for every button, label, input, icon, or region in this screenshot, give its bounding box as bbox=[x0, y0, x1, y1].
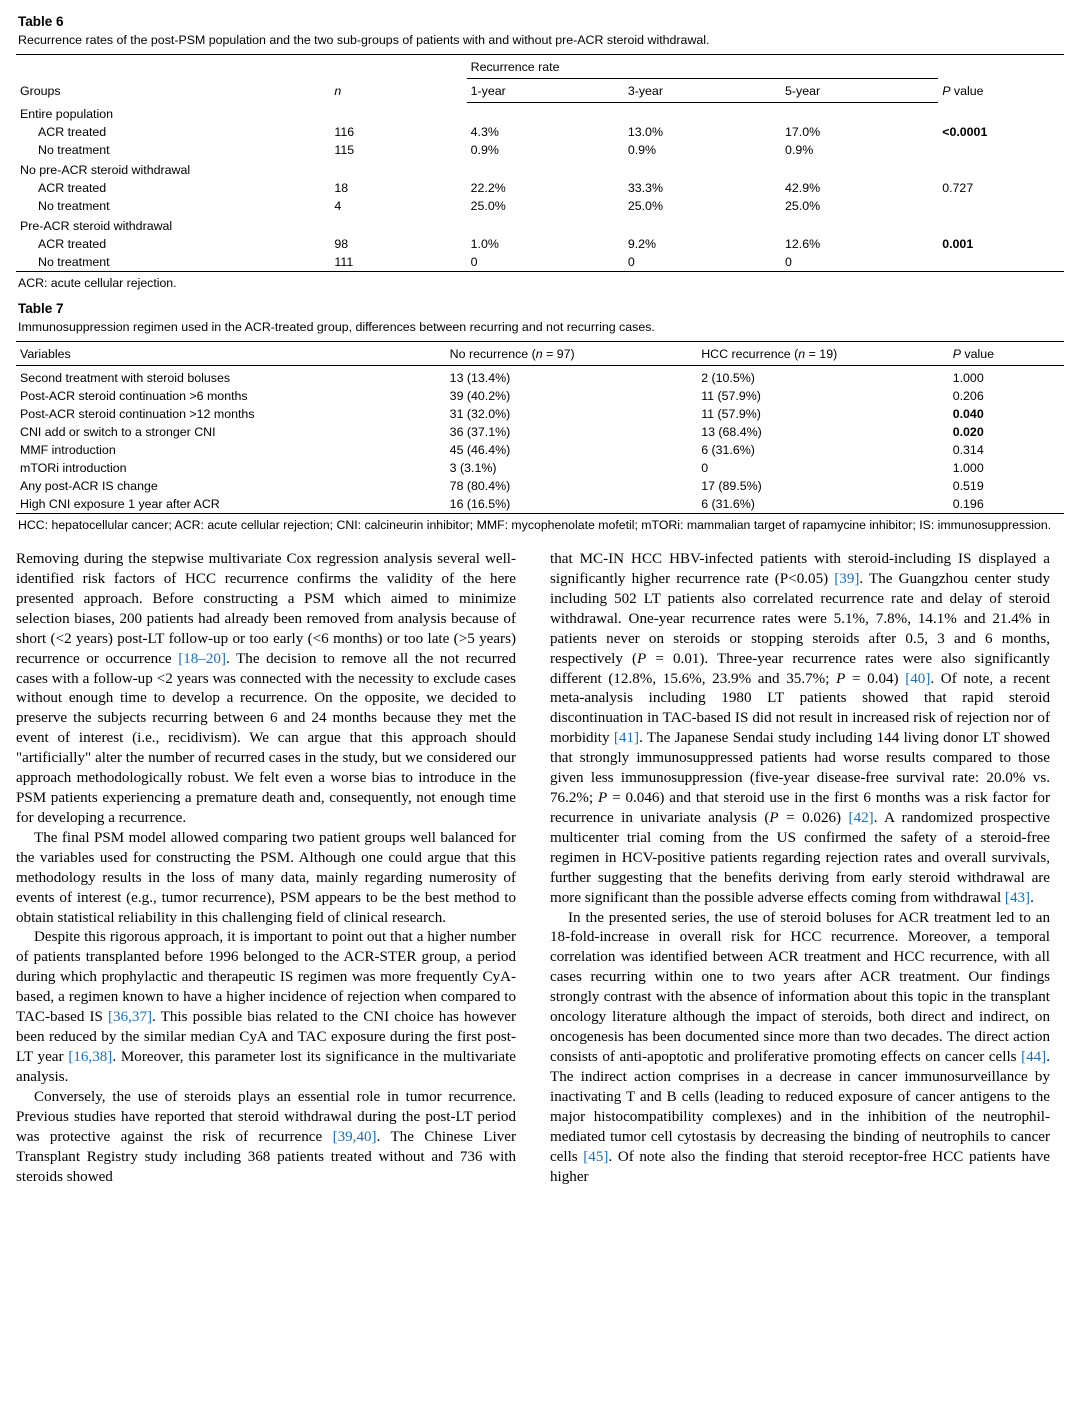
row-5-year: 25.0% bbox=[785, 198, 821, 213]
row-3-year: 13.0% bbox=[627, 124, 663, 139]
table-7-label: Table 7 bbox=[18, 301, 64, 317]
row-1-year: 1.0% bbox=[470, 236, 499, 251]
table-row bbox=[16, 495, 1064, 514]
row-p-value: 1.000 bbox=[952, 460, 984, 475]
table-row-group bbox=[16, 159, 1064, 179]
table-6-group-2-name: Pre-ACR steroid withdrawal bbox=[20, 218, 173, 233]
table-7-header-row bbox=[16, 341, 1064, 365]
table-6-col-recurrence-rate: Recurrence rate bbox=[467, 54, 939, 78]
row-hcc-recurrence: 0 bbox=[701, 460, 709, 475]
table-7-block bbox=[16, 301, 1064, 533]
table-7-body bbox=[16, 365, 1064, 513]
row-variable: High CNI exposure 1 year after ACR bbox=[16, 495, 446, 514]
row-n: 116 bbox=[334, 124, 355, 139]
table-row bbox=[16, 459, 1064, 477]
paragraph: Conversely, the use of steroids plays an essential role in tumor recurrence. Previous studies have reported that steroid withdrawal during the post-LT period was protective against the risk of recurrence [39,40]. The Chinese Liver Transplant Registry study including 368 patients treated without and 736 with steroids showed bbox=[16, 1088, 516, 1185]
row-3-year: 9.2% bbox=[627, 236, 657, 251]
row-5-year: 17.0% bbox=[785, 124, 821, 139]
table-row-group bbox=[16, 102, 1064, 123]
row-label: ACR treated bbox=[38, 124, 107, 139]
row-hcc-recurrence: 6 (31.6%) bbox=[697, 495, 949, 514]
row-no-recurrence: 16 (16.5%) bbox=[446, 495, 698, 514]
table-row bbox=[16, 423, 1064, 441]
table-6-caption: Recurrence rates of the post-PSM population and the two sub-groups of patients with and without pre-ACR steroid withdrawal. bbox=[18, 33, 710, 47]
paragraph: Despite this rigorous approach, it is important to point out that a higher number of patients transplanted before 1996 belonged to the ACR-STER group, a period during which prophylactic and therapeutic IS regimen was more frequently CyA-based, a regimen known to have a higher incidence of rejection when compared to TAC-based IS [36,37]. This possible bias related to the CNI choice has however been reduced by the similar median CyA and TAC exposure during the first post-LT year [16,38]. Moreover, this parameter lost its significance in the multivariate analysis. bbox=[16, 929, 517, 1085]
row-p-value: 0.040 bbox=[952, 406, 984, 421]
table-row bbox=[16, 441, 1064, 459]
table-6-col-groups: Groups bbox=[16, 54, 330, 102]
row-n: 98 bbox=[334, 236, 349, 251]
row-n: 111 bbox=[330, 253, 466, 272]
row-variable: Post-ACR steroid continuation >12 months bbox=[20, 406, 255, 421]
row-3-year: 25.0% bbox=[627, 198, 663, 213]
row-p-value: 0.206 bbox=[952, 388, 984, 403]
table-row bbox=[16, 253, 1064, 272]
row-p-value: 0.727 bbox=[942, 180, 974, 195]
paragraph: Removing during the stepwise multivariate Cox regression analysis several well-identified risk factors of HCC recurrence confirms the validity of the here presented approach. Before constructing a PSM which aimed to minimize selection biases, 200 patients had already been removed from analysis because of short (<2 years) post-LT follow-up or too early (<6 months) or too late (>5 years) recurrence or occurrence [18–20]. The decision to remove all the not recurred cases with a follow-up <2 years was connected with the necessity to exclude cases without enough time to develop a recurrence. On the opposite, we decided to preserve the subjects recurring between 6 and 24 months because they met the event of interest (i.e., recidivism). We can argue that this approach should "artificially" alter the number of recurred cases in the study, but we considered our approach methodologically robust. We felt even a worse bias to introduce in the PSM patients experiencing a premature death and, consequently, not enough time for developing a recurrence. bbox=[16, 550, 516, 826]
row-variable: mTORi introduction bbox=[20, 460, 127, 475]
row-p-value: 0.001 bbox=[942, 236, 974, 251]
row-p-value: 0.314 bbox=[952, 442, 984, 457]
row-no-recurrence: 3 (3.1%) bbox=[449, 460, 497, 475]
row-no-recurrence: 45 (46.4%) bbox=[449, 442, 511, 457]
row-n: 18 bbox=[334, 180, 349, 195]
row-label: ACR treated bbox=[38, 236, 107, 251]
table-7-col-no-recurrence: No recurrence (n = 97) bbox=[446, 341, 698, 365]
row-label: No treatment bbox=[38, 142, 110, 157]
table-6 bbox=[16, 54, 1064, 272]
row-3-year: 0 bbox=[624, 253, 781, 272]
table-row bbox=[16, 477, 1064, 495]
body-column-left bbox=[16, 550, 516, 1188]
row-5-year: 12.6% bbox=[785, 236, 821, 251]
row-label: ACR treated bbox=[38, 180, 107, 195]
table-7-col-p-value: P value bbox=[949, 341, 1064, 365]
row-no-recurrence: 31 (32.0%) bbox=[449, 406, 511, 421]
table-6-body bbox=[16, 102, 1064, 271]
table-6-group-1-name: No pre-ACR steroid withdrawal bbox=[20, 162, 191, 177]
row-hcc-recurrence: 13 (68.4%) bbox=[701, 424, 762, 439]
table-6-col-p-value: P value bbox=[938, 54, 1064, 102]
table-6-group-0-name: Entire population bbox=[20, 106, 113, 121]
row-hcc-recurrence: 11 (57.9%) bbox=[701, 406, 761, 421]
table-7-footnote: HCC: hepatocellular cancer; ACR: acute cellular rejection; CNI: calcineurin inhibitor; MMF: mycophenolate mofetil; mTORi: mammalian target of rapamycine inhibitor; IS: immunosuppression. bbox=[18, 517, 1052, 532]
row-5-year: 0.9% bbox=[785, 142, 814, 157]
table-row-group bbox=[16, 215, 1064, 235]
row-n: 4 bbox=[334, 198, 342, 213]
table-row bbox=[16, 365, 1064, 387]
table-6-header-row-1 bbox=[16, 54, 1064, 78]
table-7-caption: Immunosuppression regimen used in the ACR-treated group, differences between recurring and not recurring cases. bbox=[18, 320, 655, 335]
row-no-recurrence: 36 (37.1%) bbox=[449, 424, 511, 439]
row-1-year: 25.0% bbox=[470, 198, 506, 213]
table-row bbox=[16, 405, 1064, 423]
row-3-year: 33.3% bbox=[627, 180, 663, 195]
row-1-year: 0 bbox=[467, 253, 624, 272]
row-3-year: 0.9% bbox=[627, 142, 657, 157]
row-no-recurrence: 39 (40.2%) bbox=[449, 388, 511, 403]
table-6-block bbox=[16, 14, 1064, 291]
row-variable: Post-ACR steroid continuation >6 months bbox=[20, 388, 248, 403]
row-5-year: 0 bbox=[781, 253, 938, 272]
table-6-col-5-year: 5-year bbox=[781, 78, 938, 102]
row-variable: Any post-ACR IS change bbox=[20, 478, 158, 493]
table-6-footnote: ACR: acute cellular rejection. bbox=[18, 275, 177, 290]
body-columns bbox=[16, 550, 1064, 1188]
row-no-recurrence: 78 (80.4%) bbox=[449, 478, 511, 493]
row-p-value bbox=[938, 253, 1064, 272]
row-hcc-recurrence: 2 (10.5%) bbox=[701, 370, 755, 385]
table-7-col-hcc-recurrence: HCC recurrence (n = 19) bbox=[697, 341, 949, 365]
body-column-right bbox=[550, 550, 1050, 1188]
paragraph: The final PSM model allowed comparing two patient groups well balanced for the variables used for constructing the PSM. Although one could argue that this methodology results in the loss of many data, mainly regarding numerosity of events of interest (e.g., tumor recurrence), PSM appears to be the best method to obtain statistical reliability in this challenging field of clinical research. bbox=[16, 829, 516, 926]
row-1-year: 22.2% bbox=[470, 180, 506, 195]
table-row bbox=[16, 141, 1064, 159]
row-label: No treatment bbox=[38, 198, 110, 213]
row-label: No treatment bbox=[16, 253, 330, 272]
row-p-value bbox=[938, 141, 1064, 159]
row-n: 115 bbox=[334, 142, 355, 157]
table-6-col-1-year: 1-year bbox=[467, 78, 624, 102]
paragraph: that MC-IN HCC HBV-infected patients with steroid-including IS displayed a significantly higher recurrence rate (P<0.05) [39]. The Guangzhou center study including 502 LT patients also correlated recurrence rate and delay of steroid withdrawal. One-year recurrence rates were 5.1%, 7.8%, 14.1% and 21.4% in patients never on steroids or stopping steroids after 0.5, 3 and 6 months, respectively (P = 0.01). Three-year recurrence rates were also significantly different (12.8%, 15.6%, 23.9% and 35.7%; P = 0.04) [40]. Of note, a recent meta-analysis including 1980 LT patients showed that rapid steroid discontinuation in TAC-based IS did not result in increased risk of rejection nor of morbidity [41]. The Japanese Sendai study including 144 living donor LT showed that strongly immunosuppressed patients had worse results compared to those given less immunosuppression (five-year disease-free survival rate: 20.0% vs. 76.2%; P = 0.046) and that steroid use in the first 6 months was a risk factor for recurrence in univariate analysis (P = 0.026) [42]. A randomized prospective multicenter trial coming from the US confirmed the safety of a steroid-free regimen in HCV-positive patients regarding rejection rates and overall survivals, further suggesting that the benefits deriving from early steroid withdrawal are more significant than the possible adverse effects coming from withdrawal [43]. bbox=[550, 550, 1051, 906]
table-row bbox=[16, 123, 1064, 141]
row-hcc-recurrence: 6 (31.6%) bbox=[701, 442, 755, 457]
row-p-value: 0.519 bbox=[952, 478, 984, 493]
row-p-value: 1.000 bbox=[952, 370, 984, 385]
row-p-value: 0.196 bbox=[949, 495, 1064, 514]
table-6-col-n: n bbox=[330, 54, 466, 102]
row-variable: CNI add or switch to a stronger CNI bbox=[20, 424, 216, 439]
row-hcc-recurrence: 17 (89.5%) bbox=[701, 478, 762, 493]
table-6-label: Table 6 bbox=[18, 14, 64, 29]
row-variable: MMF introduction bbox=[20, 442, 116, 457]
row-5-year: 42.9% bbox=[785, 180, 821, 195]
row-hcc-recurrence: 11 (57.9%) bbox=[701, 388, 761, 403]
row-p-value: 0.020 bbox=[952, 424, 984, 439]
row-p-value: <0.0001 bbox=[942, 124, 988, 139]
table-7 bbox=[16, 341, 1064, 514]
paragraph: In the presented series, the use of steroid boluses for ACR treatment led to an 18-fold-increase in overall risk for HCC recurrence. Moreover, a temporal correlation was identified between ACR treatment and HCC recurrence, with all cases recurring within one to two years after ACR treatment. Our findings strongly contrast with the absence of information about this topic in the transplant oncology literature although the impact of steroids, both direct and indirect, on oncogenesis has been documented since more than two decades. The direct action consists of anti-apoptotic and proliferative promoting effects on cancer cells [44]. The indirect action comprises in a decrease in cancer immunosurveillance by inactivating T and B cells (leading to reduced exposure of cancer antigens to the major histocompatibility complexes) and in the inhibition of the neutrophil-mediated tumor cell cytostasis by decreasing the binding of neutrophils to cancer cells [45]. Of note also the finding that steroid receptor-free HCC patients have higher bbox=[550, 909, 1050, 1185]
table-7-col-variables: Variables bbox=[16, 341, 446, 365]
row-p-value bbox=[938, 197, 1064, 215]
table-6-col-3-year: 3-year bbox=[624, 78, 781, 102]
row-variable: Second treatment with steroid boluses bbox=[20, 370, 231, 385]
table-row bbox=[16, 387, 1064, 405]
row-1-year: 4.3% bbox=[470, 124, 499, 139]
row-no-recurrence: 13 (13.4%) bbox=[449, 370, 511, 385]
table-row bbox=[16, 235, 1064, 253]
table-row bbox=[16, 197, 1064, 215]
table-row bbox=[16, 179, 1064, 197]
row-1-year: 0.9% bbox=[470, 142, 499, 157]
